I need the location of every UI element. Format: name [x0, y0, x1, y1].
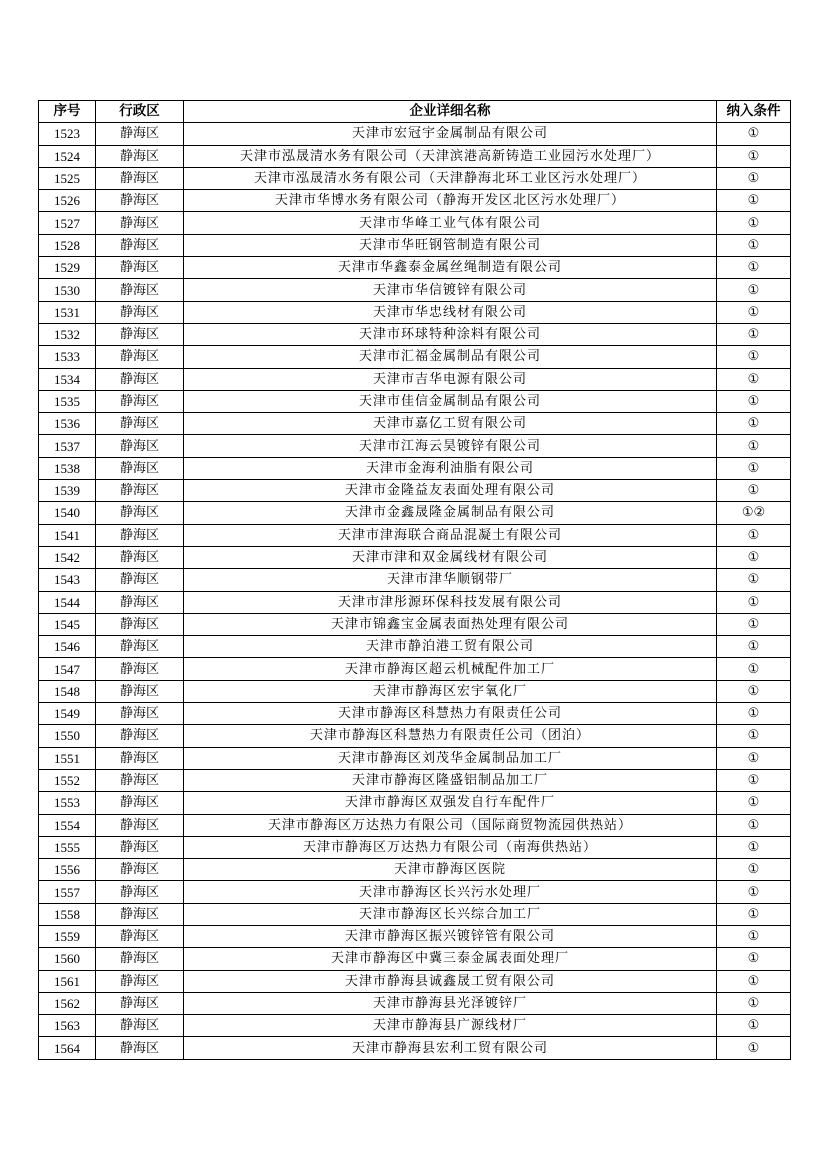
cell-enterprise-name: 天津市静海县光泽镀锌厂 — [184, 992, 717, 1014]
cell-inclusion-condition: ① — [717, 301, 791, 323]
cell-serial-number: 1526 — [39, 190, 96, 212]
cell-inclusion-condition: ① — [717, 346, 791, 368]
table-row — [39, 636, 791, 658]
table-row — [39, 1037, 791, 1059]
cell-enterprise-name: 天津市静海区科慧热力有限责任公司（团泊） — [184, 725, 717, 747]
cell-serial-number: 1524 — [39, 145, 96, 167]
cell-enterprise-name: 天津市静海区隆盛铝制品加工厂 — [184, 769, 717, 791]
cell-serial-number: 1559 — [39, 925, 96, 947]
cell-enterprise-name: 天津市津彤源环保科技发展有限公司 — [184, 591, 717, 613]
cell-enterprise-name: 天津市静海区医院 — [184, 859, 717, 881]
cell-serial-number: 1562 — [39, 992, 96, 1014]
cell-district: 静海区 — [96, 814, 184, 836]
cell-serial-number: 1542 — [39, 546, 96, 568]
table-row — [39, 948, 791, 970]
cell-serial-number: 1539 — [39, 480, 96, 502]
cell-enterprise-name: 天津市静海区宏宇氧化厂 — [184, 680, 717, 702]
cell-serial-number: 1554 — [39, 814, 96, 836]
cell-inclusion-condition: ① — [717, 546, 791, 568]
cell-enterprise-name: 天津市静海县广源线材厂 — [184, 1015, 717, 1037]
cell-enterprise-name: 天津市静海区超云机械配件加工厂 — [184, 658, 717, 680]
cell-inclusion-condition: ① — [717, 1037, 791, 1059]
table-row — [39, 190, 791, 212]
cell-enterprise-name: 天津市吉华电源有限公司 — [184, 368, 717, 390]
cell-inclusion-condition: ① — [717, 390, 791, 412]
cell-district: 静海区 — [96, 792, 184, 814]
cell-district: 静海区 — [96, 145, 184, 167]
cell-district: 静海区 — [96, 524, 184, 546]
table-row — [39, 792, 791, 814]
cell-district: 静海区 — [96, 234, 184, 256]
cell-serial-number: 1527 — [39, 212, 96, 234]
cell-inclusion-condition: ① — [717, 212, 791, 234]
cell-serial-number: 1544 — [39, 591, 96, 613]
cell-serial-number: 1549 — [39, 703, 96, 725]
table-row — [39, 836, 791, 858]
cell-enterprise-name: 天津市金海利油脂有限公司 — [184, 457, 717, 479]
table-row — [39, 992, 791, 1014]
table-row — [39, 546, 791, 568]
table-row — [39, 212, 791, 234]
cell-serial-number: 1557 — [39, 881, 96, 903]
cell-serial-number: 1536 — [39, 413, 96, 435]
cell-enterprise-name: 天津市津和双金属线材有限公司 — [184, 546, 717, 568]
table-row — [39, 881, 791, 903]
table-row — [39, 234, 791, 256]
cell-inclusion-condition: ① — [717, 747, 791, 769]
table-row — [39, 323, 791, 345]
cell-serial-number: 1560 — [39, 948, 96, 970]
table-row — [39, 390, 791, 412]
cell-enterprise-name: 天津市华忠线材有限公司 — [184, 301, 717, 323]
table-row — [39, 680, 791, 702]
cell-serial-number: 1546 — [39, 636, 96, 658]
cell-district: 静海区 — [96, 413, 184, 435]
cell-enterprise-name: 天津市佳信金属制品有限公司 — [184, 390, 717, 412]
cell-enterprise-name: 天津市泓晟清水务有限公司（天津静海北环工业区污水处理厂） — [184, 167, 717, 189]
cell-enterprise-name: 天津市静海区中冀三泰金属表面处理厂 — [184, 948, 717, 970]
cell-enterprise-name: 天津市静海县诚鑫晟工贸有限公司 — [184, 970, 717, 992]
cell-enterprise-name: 天津市锦鑫宝金属表面热处理有限公司 — [184, 613, 717, 635]
table-row — [39, 1015, 791, 1037]
cell-district: 静海区 — [96, 123, 184, 145]
cell-serial-number: 1538 — [39, 457, 96, 479]
cell-inclusion-condition: ① — [717, 970, 791, 992]
cell-district: 静海区 — [96, 1037, 184, 1059]
cell-serial-number: 1525 — [39, 167, 96, 189]
cell-serial-number: 1540 — [39, 502, 96, 524]
cell-inclusion-condition: ① — [717, 859, 791, 881]
cell-district: 静海区 — [96, 502, 184, 524]
table-row — [39, 368, 791, 390]
cell-district: 静海区 — [96, 323, 184, 345]
table-row — [39, 859, 791, 881]
cell-district: 静海区 — [96, 257, 184, 279]
cell-inclusion-condition: ① — [717, 480, 791, 502]
cell-enterprise-name: 天津市汇福金属制品有限公司 — [184, 346, 717, 368]
cell-enterprise-name: 天津市华旺钢管制造有限公司 — [184, 234, 717, 256]
cell-enterprise-name: 天津市静海区长兴污水处理厂 — [184, 881, 717, 903]
cell-enterprise-name: 天津市华博水务有限公司（静海开发区北区污水处理厂） — [184, 190, 717, 212]
cell-district: 静海区 — [96, 390, 184, 412]
cell-serial-number: 1545 — [39, 613, 96, 635]
cell-inclusion-condition: ① — [717, 925, 791, 947]
cell-district: 静海区 — [96, 480, 184, 502]
table-row — [39, 569, 791, 591]
cell-inclusion-condition: ① — [717, 190, 791, 212]
cell-enterprise-name: 天津市嘉亿工贸有限公司 — [184, 413, 717, 435]
cell-inclusion-condition: ① — [717, 881, 791, 903]
table-row — [39, 145, 791, 167]
cell-enterprise-name: 天津市静海县宏利工贸有限公司 — [184, 1037, 717, 1059]
cell-inclusion-condition: ① — [717, 636, 791, 658]
cell-district: 静海区 — [96, 569, 184, 591]
cell-inclusion-condition: ① — [717, 792, 791, 814]
cell-serial-number: 1541 — [39, 524, 96, 546]
cell-district: 静海区 — [96, 725, 184, 747]
cell-serial-number: 1523 — [39, 123, 96, 145]
cell-enterprise-name: 天津市华鑫泰金属丝绳制造有限公司 — [184, 257, 717, 279]
cell-serial-number: 1563 — [39, 1015, 96, 1037]
cell-inclusion-condition: ① — [717, 323, 791, 345]
cell-district: 静海区 — [96, 747, 184, 769]
table-row — [39, 658, 791, 680]
cell-district: 静海区 — [96, 1015, 184, 1037]
cell-serial-number: 1551 — [39, 747, 96, 769]
cell-enterprise-name: 天津市静海区万达热力有限公司（南海供热站） — [184, 836, 717, 858]
table-row — [39, 524, 791, 546]
table-row — [39, 457, 791, 479]
cell-district: 静海区 — [96, 301, 184, 323]
header-enterprise-name: 企业详细名称 — [184, 101, 717, 123]
cell-enterprise-name: 天津市静海区万达热力有限公司（国际商贸物流园供热站） — [184, 814, 717, 836]
cell-inclusion-condition: ① — [717, 234, 791, 256]
cell-district: 静海区 — [96, 970, 184, 992]
cell-district: 静海区 — [96, 435, 184, 457]
cell-inclusion-condition: ① — [717, 903, 791, 925]
cell-inclusion-condition: ① — [717, 257, 791, 279]
cell-inclusion-condition: ① — [717, 1015, 791, 1037]
cell-serial-number: 1533 — [39, 346, 96, 368]
table-row — [39, 769, 791, 791]
cell-inclusion-condition: ① — [717, 167, 791, 189]
cell-enterprise-name: 天津市泓晟清水务有限公司（天津滨港高新铸造工业园污水处理厂） — [184, 145, 717, 167]
cell-inclusion-condition: ①② — [717, 502, 791, 524]
cell-district: 静海区 — [96, 658, 184, 680]
cell-inclusion-condition: ① — [717, 613, 791, 635]
header-inclusion-condition: 纳入条件 — [717, 101, 791, 123]
header-district: 行政区 — [96, 101, 184, 123]
table-row — [39, 435, 791, 457]
cell-district: 静海区 — [96, 546, 184, 568]
cell-enterprise-name: 天津市津华顺钢带厂 — [184, 569, 717, 591]
table-row — [39, 257, 791, 279]
cell-district: 静海区 — [96, 769, 184, 791]
cell-inclusion-condition: ① — [717, 814, 791, 836]
cell-district: 静海区 — [96, 613, 184, 635]
cell-district: 静海区 — [96, 859, 184, 881]
cell-serial-number: 1555 — [39, 836, 96, 858]
cell-inclusion-condition: ① — [717, 368, 791, 390]
cell-inclusion-condition: ① — [717, 435, 791, 457]
table-row — [39, 279, 791, 301]
enterprise-table — [38, 100, 791, 1060]
table-body — [39, 123, 791, 1059]
cell-inclusion-condition: ① — [717, 836, 791, 858]
cell-district: 静海区 — [96, 212, 184, 234]
cell-serial-number: 1531 — [39, 301, 96, 323]
cell-serial-number: 1547 — [39, 658, 96, 680]
cell-enterprise-name: 天津市金鑫晟隆金属制品有限公司 — [184, 502, 717, 524]
cell-serial-number: 1537 — [39, 435, 96, 457]
cell-district: 静海区 — [96, 680, 184, 702]
cell-district: 静海区 — [96, 992, 184, 1014]
table-row — [39, 502, 791, 524]
cell-district: 静海区 — [96, 346, 184, 368]
cell-enterprise-name: 天津市宏冠宇金属制品有限公司 — [184, 123, 717, 145]
table-row — [39, 591, 791, 613]
cell-serial-number: 1556 — [39, 859, 96, 881]
cell-serial-number: 1564 — [39, 1037, 96, 1059]
cell-inclusion-condition: ① — [717, 569, 791, 591]
cell-inclusion-condition: ① — [717, 591, 791, 613]
cell-district: 静海区 — [96, 703, 184, 725]
cell-inclusion-condition: ① — [717, 413, 791, 435]
cell-enterprise-name: 天津市江海云昊镀锌有限公司 — [184, 435, 717, 457]
cell-inclusion-condition: ① — [717, 279, 791, 301]
table-row — [39, 413, 791, 435]
header-serial-number: 序号 — [39, 101, 96, 123]
cell-district: 静海区 — [96, 903, 184, 925]
cell-serial-number: 1561 — [39, 970, 96, 992]
table-row — [39, 703, 791, 725]
cell-inclusion-condition: ① — [717, 123, 791, 145]
cell-inclusion-condition: ① — [717, 769, 791, 791]
table-row — [39, 613, 791, 635]
cell-inclusion-condition: ① — [717, 725, 791, 747]
table-row — [39, 123, 791, 145]
cell-district: 静海区 — [96, 591, 184, 613]
cell-enterprise-name: 天津市华峰工业气体有限公司 — [184, 212, 717, 234]
table-row — [39, 480, 791, 502]
cell-serial-number: 1553 — [39, 792, 96, 814]
cell-enterprise-name: 天津市静海区振兴镀锌管有限公司 — [184, 925, 717, 947]
cell-district: 静海区 — [96, 368, 184, 390]
cell-enterprise-name: 天津市静海区长兴综合加工厂 — [184, 903, 717, 925]
cell-enterprise-name: 天津市华信镀锌有限公司 — [184, 279, 717, 301]
cell-serial-number: 1528 — [39, 234, 96, 256]
table-row — [39, 747, 791, 769]
cell-serial-number: 1543 — [39, 569, 96, 591]
table-row — [39, 301, 791, 323]
table-row — [39, 725, 791, 747]
table-row — [39, 903, 791, 925]
cell-inclusion-condition: ① — [717, 680, 791, 702]
cell-inclusion-condition: ① — [717, 992, 791, 1014]
cell-serial-number: 1558 — [39, 903, 96, 925]
cell-district: 静海区 — [96, 190, 184, 212]
cell-enterprise-name: 天津市静海区刘茂华金属制品加工厂 — [184, 747, 717, 769]
cell-serial-number: 1552 — [39, 769, 96, 791]
cell-inclusion-condition: ① — [717, 703, 791, 725]
table-row — [39, 925, 791, 947]
cell-serial-number: 1535 — [39, 390, 96, 412]
cell-district: 静海区 — [96, 279, 184, 301]
cell-inclusion-condition: ① — [717, 457, 791, 479]
cell-enterprise-name: 天津市静海区双强发自行车配件厂 — [184, 792, 717, 814]
cell-district: 静海区 — [96, 636, 184, 658]
cell-serial-number: 1534 — [39, 368, 96, 390]
cell-enterprise-name: 天津市静泊港工贸有限公司 — [184, 636, 717, 658]
cell-district: 静海区 — [96, 925, 184, 947]
cell-district: 静海区 — [96, 881, 184, 903]
cell-district: 静海区 — [96, 457, 184, 479]
table-row — [39, 970, 791, 992]
cell-district: 静海区 — [96, 948, 184, 970]
cell-district: 静海区 — [96, 167, 184, 189]
cell-inclusion-condition: ① — [717, 948, 791, 970]
table-header-row — [39, 101, 791, 123]
table-row — [39, 814, 791, 836]
cell-inclusion-condition: ① — [717, 658, 791, 680]
cell-serial-number: 1532 — [39, 323, 96, 345]
cell-district: 静海区 — [96, 836, 184, 858]
cell-inclusion-condition: ① — [717, 145, 791, 167]
cell-inclusion-condition: ① — [717, 524, 791, 546]
table-row — [39, 167, 791, 189]
cell-enterprise-name: 天津市静海区科慧热力有限责任公司 — [184, 703, 717, 725]
cell-serial-number: 1530 — [39, 279, 96, 301]
cell-serial-number: 1529 — [39, 257, 96, 279]
cell-enterprise-name: 天津市津海联合商品混凝土有限公司 — [184, 524, 717, 546]
cell-enterprise-name: 天津市金隆益友表面处理有限公司 — [184, 480, 717, 502]
cell-enterprise-name: 天津市环球特种涂料有限公司 — [184, 323, 717, 345]
table-row — [39, 346, 791, 368]
cell-serial-number: 1548 — [39, 680, 96, 702]
cell-serial-number: 1550 — [39, 725, 96, 747]
